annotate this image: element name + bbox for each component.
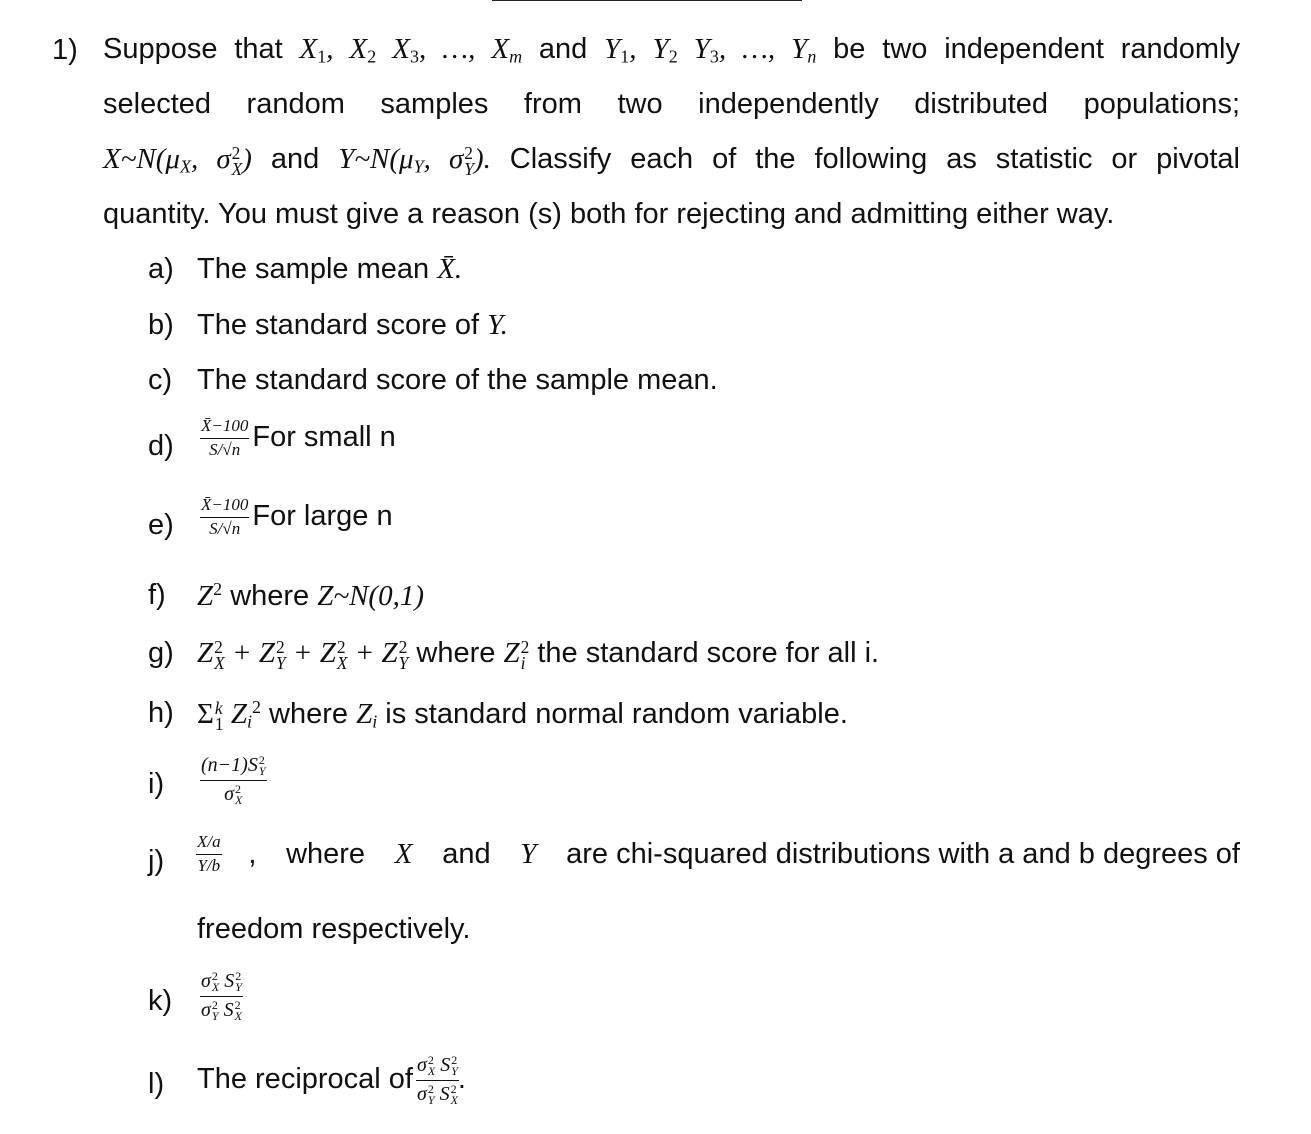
summation-expression: Σ k 1 $Z_i^2$ xyxy=(197,697,261,735)
item-g: Z 2 X + Z 2 Y + Z 2 X + Z 2 Y where Z 2 i the standard score for all i. xyxy=(197,636,880,674)
item-d-label: d) xyxy=(148,430,174,462)
sum-of-squared-scores: Z 2 X + Z 2 Y + Z 2 X + Z 2 Y xyxy=(197,636,409,674)
question-line-1: Suppose that $X_1$, $X_2$ $X_3$, …, $X_m$ and $Y_1$, $Y_2$ $Y_3$, …, $Y_n$ be two independent randomly xyxy=(103,33,1240,67)
item-j-continuation: freedom respectively. xyxy=(197,913,471,945)
header-rule xyxy=(492,0,802,1)
question-line-2: selected random samples from two independently distributed populations; xyxy=(103,88,1240,120)
item-e-label: e) xyxy=(148,509,174,541)
item-j-fraction: $\frac{X/a}{Y/b}$ xyxy=(197,832,221,875)
item-b-label: b) xyxy=(148,309,174,341)
item-f: $Z^2$ where Z~N(0,1) xyxy=(197,579,424,612)
item-e-fraction: $\frac{X̄-100}{S/√n}$ xyxy=(201,495,249,538)
item-h-label: h) xyxy=(148,697,174,729)
item-a: The sample mean X̄. xyxy=(197,253,463,285)
item-h: Σ k 1 $Z_i^2$ where $Z_i$ is standard normal random variable. xyxy=(197,697,848,735)
item-j-label: j) xyxy=(148,845,165,877)
variance-ratio-fraction: σ 2 X S 2 Y σ 2 Y S 2 X xyxy=(201,969,242,1024)
item-b: The standard score of Y. xyxy=(197,309,508,341)
item-j: $\frac{X/a}{Y/b}$ , where X and Y are chi-squared distributions with a and b degrees of xyxy=(197,832,1240,875)
question-line-3: $X\sim N(\mu_X$, σ 2 X ) and $Y\sim N(\mu_Y$, σ 2 Y ). Classify each of the following as statistic or pivotal xyxy=(103,142,1240,180)
item-d: $\frac{X̄-100}{S/√n}$ For small n xyxy=(201,416,396,459)
item-g-label: g) xyxy=(148,637,174,669)
item-i-fraction: (n−1)S 2 Y σ 2 X xyxy=(201,753,266,808)
item-l: The reciprocal of σ 2 X S 2 Y σ 2 Y S 2 X . xyxy=(197,1053,466,1108)
item-c: The standard score of the sample mean. xyxy=(197,364,718,396)
x-distribution: $X\sim N(\mu_X$, σ 2 X ) xyxy=(103,142,252,180)
question-text xyxy=(103,22,1240,242)
item-i-label: i) xyxy=(148,768,165,800)
item-k-label: k) xyxy=(148,985,173,1017)
item-e: $\frac{X̄-100}{S/√n}$ For large n xyxy=(201,495,393,538)
y-sample-sequence: $Y_1$, $Y_2$ $Y_3$, …, $Y_n$ xyxy=(604,33,817,67)
sample-mean-symbol: X̄. xyxy=(437,253,463,285)
reciprocal-fraction: σ 2 X S 2 Y σ 2 Y S 2 X xyxy=(417,1053,458,1108)
item-l-label: l) xyxy=(148,1068,165,1100)
item-a-label: a) xyxy=(148,253,174,285)
item-c-label: c) xyxy=(148,364,173,396)
item-f-label: f) xyxy=(148,579,166,611)
question-line-4: quantity. You must give a reason (s) both for rejecting and admitting either way. xyxy=(103,198,1115,230)
question-number: 1) xyxy=(52,34,78,66)
item-k xyxy=(197,970,246,1023)
y-distribution: $Y\sim N(\mu_Y$, σ 2 Y ). xyxy=(338,142,491,180)
x-sample-sequence: $X_1$, $X_2$ $X_3$, …, $X_m$ xyxy=(299,33,523,67)
item-d-fraction: $\frac{X̄-100}{S/√n}$ xyxy=(201,416,249,459)
item-i xyxy=(197,754,270,807)
